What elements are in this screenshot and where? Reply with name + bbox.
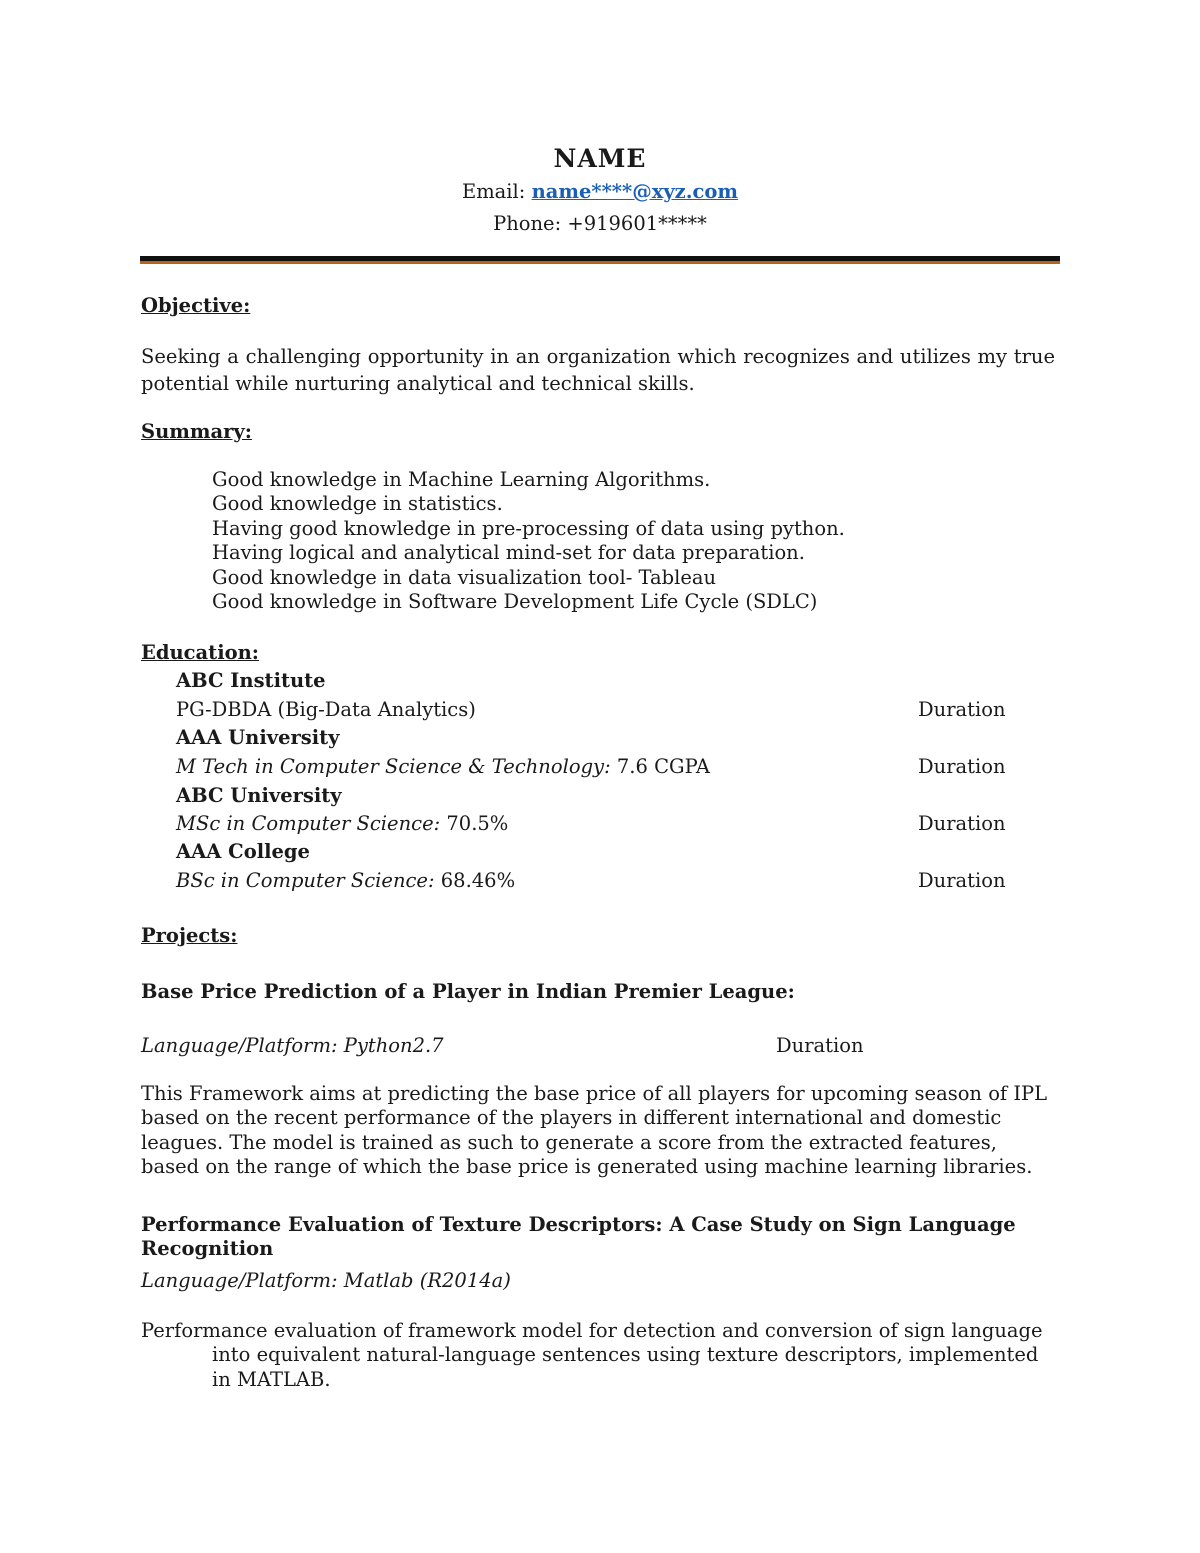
list-item: Good knowledge in Software Development Life Cycle (SDLC) bbox=[212, 590, 818, 614]
resume-header bbox=[0, 142, 1200, 240]
institution-name: AAA University bbox=[176, 726, 340, 749]
duration-text: Duration bbox=[918, 812, 1006, 835]
institution-name: ABC Institute bbox=[176, 669, 326, 692]
institution-name: AAA College bbox=[176, 840, 310, 863]
degree-text: MSc in Computer Science: bbox=[176, 812, 441, 835]
phone-value: +919601***** bbox=[567, 212, 707, 235]
list-item: Good knowledge in statistics. bbox=[212, 492, 503, 516]
project-platform: Language/Platform: Matlab (R2014a) bbox=[141, 1269, 511, 1292]
score-text: 68.46% bbox=[440, 869, 516, 892]
project-duration: Duration bbox=[776, 1034, 864, 1057]
phone-label: Phone: bbox=[493, 212, 562, 235]
project-description: Performance evaluation of framework model for detection and conversion of sign language into equivalent natural-language sentences using texture descriptors, implemented in MATLAB. bbox=[141, 1319, 1043, 1391]
list-item: Good knowledge in Machine Learning Algorithms. bbox=[212, 468, 711, 491]
header-divider-accent bbox=[140, 261, 1060, 264]
objective-heading: Objective: bbox=[141, 294, 251, 317]
institution-name: ABC University bbox=[176, 784, 342, 807]
project-title: Performance Evaluation of Texture Descriptors: A Case Study on Sign Language Recognition bbox=[141, 1213, 1016, 1261]
projects-heading: Projects: bbox=[141, 924, 238, 947]
objective-text: Seeking a challenging opportunity in an organization which recognizes and utilizes my true potential while nurturing analytical and technical skills. bbox=[141, 345, 1055, 395]
list-item: Good knowledge in data visualization tool- Tableau bbox=[212, 565, 717, 589]
candidate-name: NAME bbox=[553, 144, 647, 173]
degree-text: PG-DBDA (Big-Data Analytics) bbox=[176, 698, 476, 721]
degree-text: BSc in Computer Science: bbox=[176, 869, 435, 892]
score-text: 7.6 CGPA bbox=[616, 755, 710, 778]
email-label: Email: bbox=[461, 180, 526, 203]
project-platform: Language/Platform: Python2.7 bbox=[141, 1034, 444, 1057]
duration-text: Duration bbox=[918, 755, 1006, 778]
degree-text: M Tech in Computer Science & Technology: bbox=[176, 755, 611, 778]
summary-heading: Summary: bbox=[141, 420, 252, 443]
list-item: Having good knowledge in pre-processing of data using python. bbox=[212, 516, 845, 540]
duration-text: Duration bbox=[918, 698, 1006, 721]
email-link[interactable]: name****@xyz.com bbox=[531, 180, 739, 203]
summary-list bbox=[212, 468, 1032, 614]
project-description: This Framework aims at predicting the base price of all players for upcoming season of IPL based on the recent performance of the players in different international and domestic leagues. The model is trained as such to generate a score from the extracted features, based on the range of which the base price is generated using machine learning libraries. bbox=[141, 1082, 1048, 1179]
duration-text: Duration bbox=[918, 869, 1006, 892]
email-line bbox=[0, 176, 1200, 208]
degree-row bbox=[176, 869, 1006, 892]
degree-row bbox=[176, 698, 1006, 721]
score-text: 70.5% bbox=[446, 812, 509, 835]
degree-row bbox=[176, 755, 1006, 778]
education-heading: Education: bbox=[141, 641, 259, 664]
degree-row bbox=[176, 812, 1006, 835]
list-item: Having logical and analytical mind-set for data preparation. bbox=[212, 541, 805, 565]
project-title: Base Price Prediction of a Player in Indian Premier League: bbox=[141, 980, 795, 1003]
phone-line bbox=[0, 208, 1200, 240]
